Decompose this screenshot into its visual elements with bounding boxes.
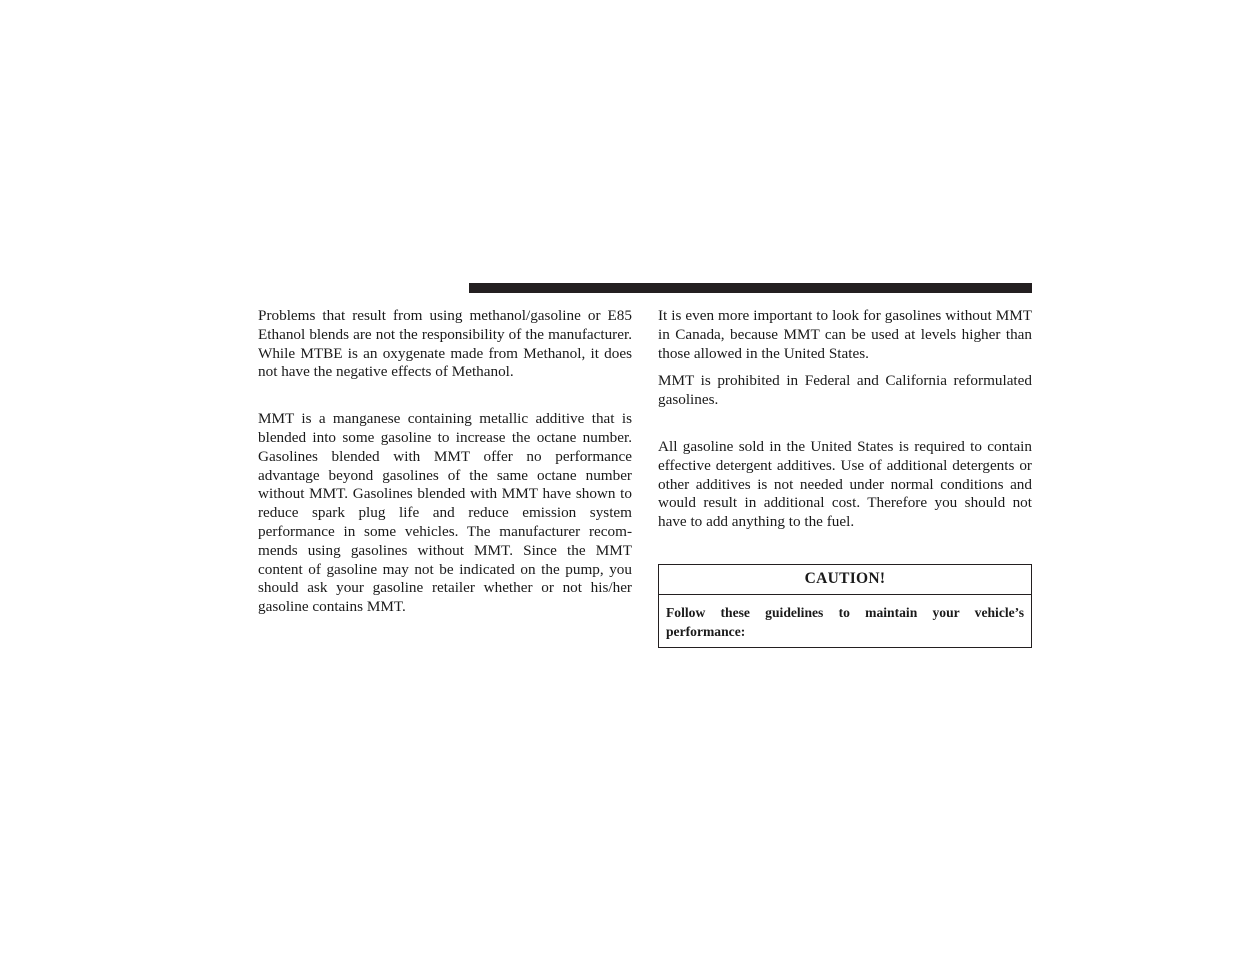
caution-title: CAUTION! <box>659 565 1031 595</box>
methanol-paragraph: Problems that result from using methanol/gasoline or E85 Ethanol blends are not the responsibility of the manufacturer. While MTBE is an oxygenate made from Methanol, it does not have the negative effects of Methanol. <box>258 307 632 381</box>
right-column <box>658 307 1032 648</box>
caution-box <box>658 564 1032 648</box>
left-column <box>258 307 632 617</box>
detergent-paragraph: All gasoline sold in the United States is required to contain effective detergent additives. Use of additional detergents or other additives is not needed under normal conditions and would result in additional cost. Therefore you should not have to add anything to the fuel. <box>658 437 1032 531</box>
caution-body: Follow these guidelines to maintain your vehicle’s performance: <box>666 604 1024 639</box>
section-header-rule <box>469 283 1032 293</box>
mmt-paragraph: MMT is a manganese containing metallic additive that is blended into some gasoline to increase the octane number. Gasolines blended with MMT offer no performance advantage beyond gasolines of the same octane number without MMT. Gasolines blended with MMT have shown to reduce spark plug life and reduce emission system performance in some vehicles. The manufacturer recommends using gasolines without MMT. Since the MMT content of gasoline may not be indicated on the pump, you should ask your gasoline retailer whether or not his/her gasoline contains MMT. <box>258 410 632 616</box>
mmt-prohibited-paragraph: MMT is prohibited in Federal and California reformulated gasolines. <box>658 372 1032 409</box>
canada-mmt-paragraph: It is even more important to look for gasolines without MMT in Canada, because MMT can be used at levels higher than those allowed in the United States. <box>658 307 1032 362</box>
